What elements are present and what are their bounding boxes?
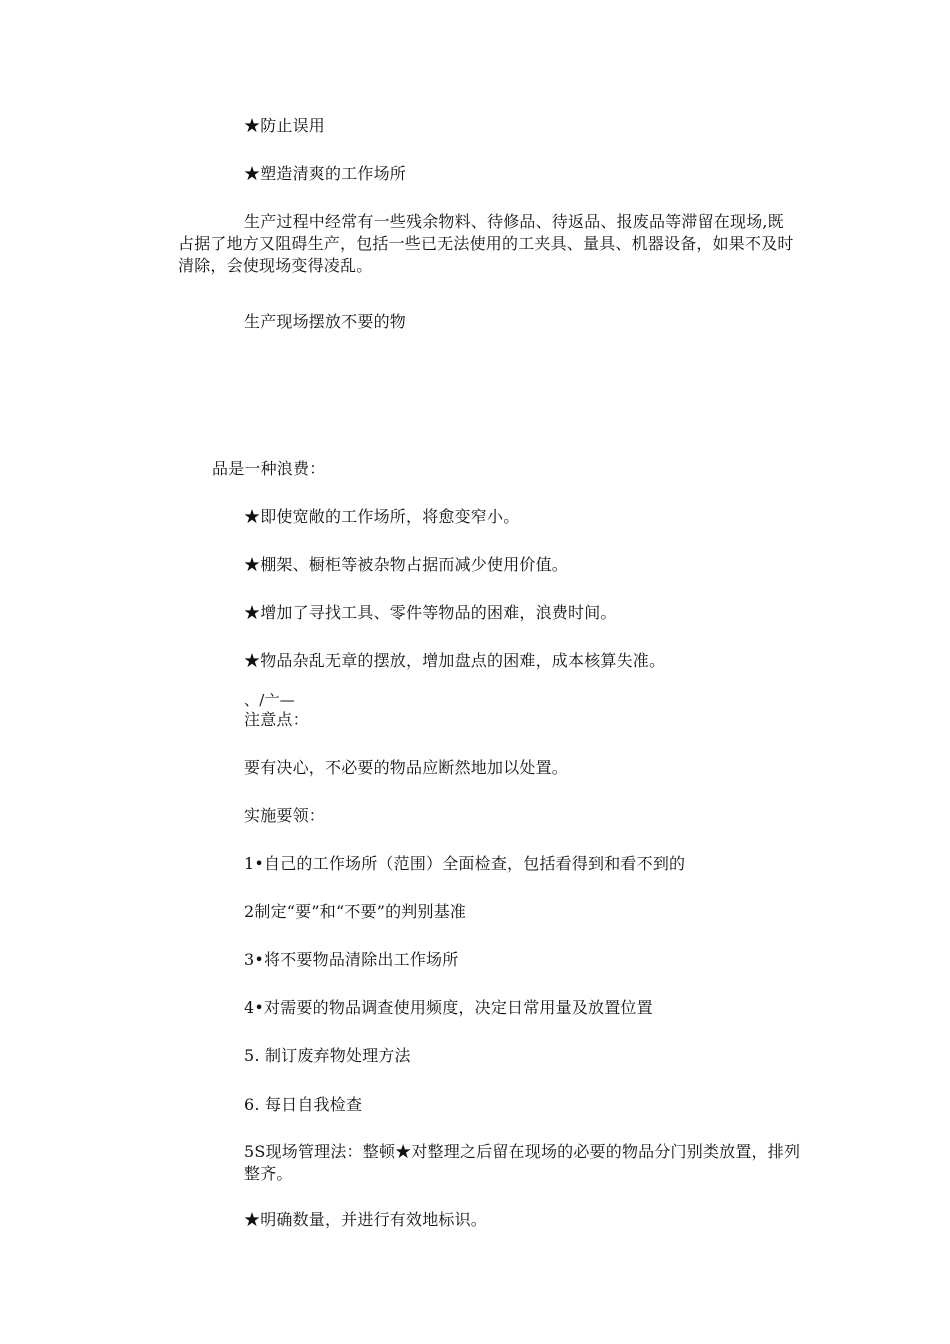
step-1: 1•自己的工作场所（范围）全面检查，包括看得到和看不到的 xyxy=(244,854,686,873)
step-5: 5. 制订废弃物处理方法 xyxy=(244,1046,411,1065)
heading-notes: 注意点： xyxy=(244,710,309,729)
paragraph-unneeded-items-end: 品是一种浪费： xyxy=(212,459,326,478)
bullet-shelves-occupied: ★棚架、橱柜等被杂物占据而减少使用价值。 xyxy=(244,555,569,574)
stray-mark: 、/亠— xyxy=(244,691,295,709)
step-2: 2制定“要”和“不要”的判别基准 xyxy=(244,902,467,921)
bullet-space-shrinks: ★即使宽敞的工作场所，将愈变窄小。 xyxy=(244,507,520,526)
step-4: 4•对需要的物品调查使用频度，决定日常用量及放置位置 xyxy=(244,998,653,1017)
bullet-search-difficulty: ★增加了寻找工具、零件等物品的困难，浪费时间。 xyxy=(244,603,617,622)
bullet-clear-quantity: ★明确数量，并进行有效地标识。 xyxy=(244,1210,488,1229)
bullet-inventory-difficulty: ★物品杂乱无章的摆放，增加盘点的困难，成本核算失准。 xyxy=(244,651,666,670)
paragraph-5s-seiton: 5S现场管理法：整顿★对整理之后留在现场的必要的物品分门别类放置，排列整齐。 xyxy=(244,1142,801,1183)
bullet-clean-workplace: ★塑造清爽的工作场所 xyxy=(244,164,407,183)
step-3: 3•将不要物品清除出工作场所 xyxy=(244,950,459,969)
note-determination: 要有决心，不必要的物品应断然地加以处置。 xyxy=(244,758,569,777)
step-6: 6. 每日自我检查 xyxy=(244,1095,363,1114)
paragraph-unneeded-items-start: 生产现场摆放不要的物 xyxy=(244,312,407,331)
paragraph-production-waste: 生产过程中经常有一些残余物料、待修品、待返品、报废品等滞留在现场,既占据了地方又阻碍生产，包括一些已无法使用的工夹具、量具、机器设备，如果不及时清除，会使现场变得凌乱。 xyxy=(178,212,794,275)
heading-implementation: 实施要领： xyxy=(244,806,326,825)
bullet-prevent-misuse: ★防止误用 xyxy=(244,116,326,135)
